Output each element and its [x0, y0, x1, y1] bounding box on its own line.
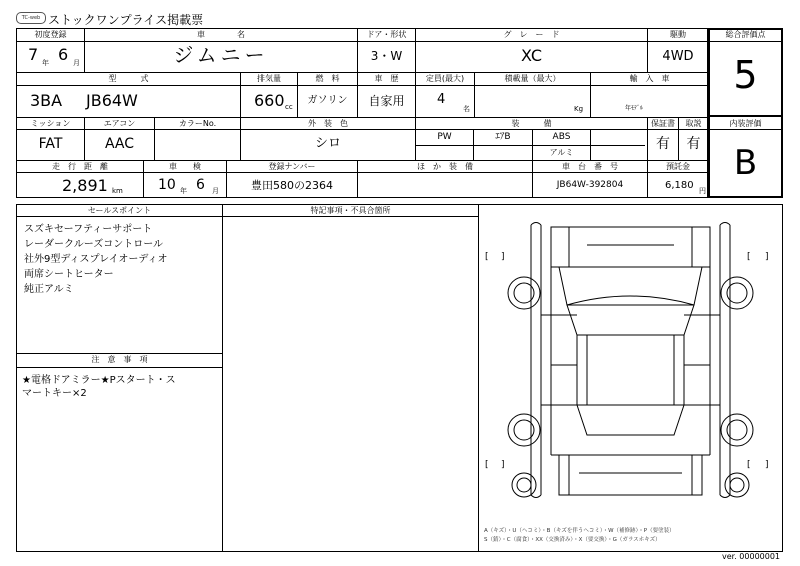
version-label: ver. 00000001	[722, 552, 781, 561]
overall-score-label: 総合評価点	[725, 30, 766, 39]
first-reg-month: 6	[58, 45, 69, 64]
sales-points-list	[24, 222, 168, 297]
svg-text:]: ]	[765, 460, 769, 470]
first-reg-label: 初度登録	[34, 30, 67, 39]
list-item: スズキセーフティーサポート	[24, 224, 153, 235]
manual-label: 取説	[685, 119, 702, 128]
other-equip-label: ほ か 装 備	[417, 162, 473, 171]
sales-points-label: セールスポイント	[87, 206, 152, 215]
manual: 有	[686, 136, 701, 152]
model-label: 型 式	[108, 74, 149, 83]
drive-label: 駆動	[670, 30, 686, 39]
svg-text:]: ]	[765, 252, 769, 262]
svg-text:[: [	[485, 252, 489, 262]
svg-text:[: [	[747, 252, 751, 262]
capacity: 4	[437, 92, 446, 107]
drive: 4WD	[662, 49, 694, 64]
car-name-label: 車 名	[197, 30, 245, 39]
equip-pw: PW	[437, 132, 452, 142]
mission-label: ミッション	[30, 119, 71, 128]
legend-line-2: S（錆）・C（腐食）・XX（交換済み）・X（要交換）・G（ガラスホキズ）	[484, 537, 661, 543]
caution-line-1: ★電格ドアミラー★Pスタート・ス	[22, 375, 176, 386]
door-shape: 3・W	[370, 49, 403, 63]
mileage-label: 走 行 距 離	[52, 162, 108, 171]
history-label: 車 歴	[374, 74, 399, 83]
exterior-color: シロ	[314, 136, 341, 151]
car-name: ジムニー	[173, 43, 269, 67]
mission: FAT	[38, 136, 63, 152]
import-note: 年ﾓﾃﾞﾙ	[625, 105, 644, 112]
caution-line-2: マートキー×2	[22, 388, 87, 399]
caution-label: 注 意 事 項	[91, 355, 148, 364]
capacity-unit: 名	[463, 105, 470, 113]
list-item: レーダークルーズコントロール	[24, 239, 163, 250]
plate-label: 登録ナンバー	[268, 162, 316, 171]
overall-score: 5	[733, 53, 758, 97]
capacity-label: 定員(最大)	[425, 74, 465, 83]
legend-line-1: A（キズ）・U（ヘコミ）・B（キズを伴うヘコミ）・W（補修跡）・P（要塗装）	[484, 528, 675, 534]
page-title: ストックワンプライス掲載票	[48, 13, 204, 27]
interior-score-label: 内装評価	[729, 119, 762, 128]
import-label: 輸 入 車	[629, 74, 670, 83]
warranty: 有	[656, 136, 670, 152]
displacement: 660	[254, 91, 285, 110]
list-item: 社外9型ディスプレイオーディオ	[24, 254, 168, 265]
grade-label: グ レ ー ド	[503, 30, 560, 39]
svg-text:]: ]	[501, 252, 505, 262]
chassis-label: 車 台 番 号	[562, 162, 618, 171]
first-reg-month-unit: 月	[73, 59, 80, 67]
warranty-label: 保証書	[651, 119, 675, 128]
logo: TC-web	[16, 12, 46, 24]
history: 自家用	[368, 94, 405, 108]
svg-text:]: ]	[501, 460, 505, 470]
inspection-year-unit: 年	[180, 187, 187, 195]
model-prefix: 3BA	[30, 91, 63, 110]
price-label: 預託金	[666, 162, 690, 171]
damage-legend	[484, 527, 675, 545]
chassis-number: JB64W-392804	[556, 180, 624, 190]
list-item: 両席シートヒーター	[24, 269, 114, 280]
inspection-year: 10	[158, 177, 176, 193]
first-reg-year: 7	[28, 45, 39, 64]
mileage: 2,891	[62, 176, 108, 195]
equip-label: 装 備	[511, 119, 552, 128]
inspection-label: 車 検	[169, 162, 201, 171]
door-label: ドア・形状	[366, 30, 407, 39]
equip-abs: ABS	[552, 132, 571, 142]
equip-alloy: アルミ	[549, 148, 574, 157]
interior-score: B	[733, 143, 758, 183]
svg-text:[: [	[747, 460, 751, 470]
displacement-unit: cc	[285, 103, 293, 111]
plate-number: 豊田580の2364	[251, 179, 333, 192]
grade: XC	[521, 46, 542, 65]
inspection-month-unit: 月	[212, 187, 219, 195]
aircon-label: エアコン	[103, 119, 136, 128]
deposit-price: 6,180	[665, 180, 694, 191]
equip-airbag: ｴｱB	[495, 132, 511, 142]
car-damage-diagram	[479, 205, 782, 551]
caution-text	[22, 374, 176, 400]
mileage-unit: km	[112, 187, 123, 195]
aircon: AAC	[104, 136, 135, 152]
price-unit: 円	[699, 187, 706, 195]
special-notes-label: 特記事項・不具合箇所	[310, 206, 391, 215]
exterior-label: 外 装 色	[308, 119, 348, 128]
list-item: 純正アルミ	[24, 284, 74, 295]
first-reg-year-unit: 年	[42, 59, 49, 67]
model-code: JB64W	[86, 91, 138, 110]
color-no-label: カラーNo.	[178, 119, 217, 128]
svg-text:[: [	[485, 460, 489, 470]
fuel: ガソリン	[307, 95, 348, 106]
fuel-label: 燃 料	[315, 74, 340, 83]
load-unit: Kg	[574, 105, 584, 113]
inspection-month: 6	[196, 177, 205, 193]
load-label: 積載量（最大）	[504, 74, 561, 83]
displacement-label: 排気量	[257, 74, 281, 83]
